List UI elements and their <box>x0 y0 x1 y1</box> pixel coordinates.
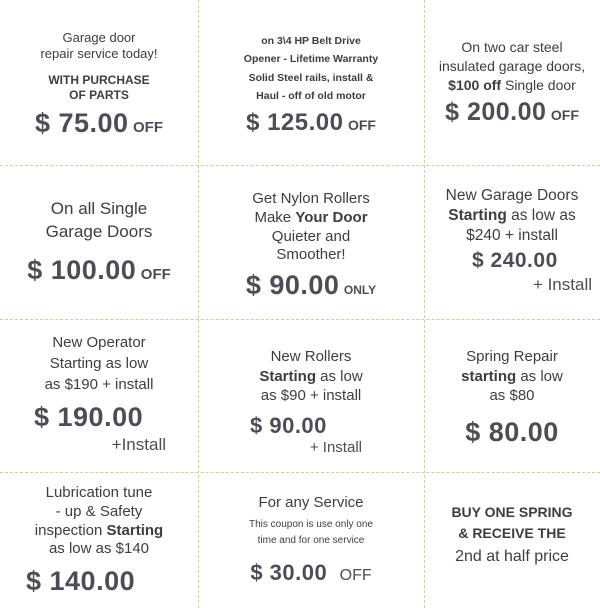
coupon-price-suffix: OFF <box>347 116 376 133</box>
coupon-price: $ 90.00 <box>245 270 340 300</box>
coupon-lubrication <box>0 484 198 599</box>
coupon-text: as low <box>315 367 363 385</box>
coupon-text: on 3\4 HP Belt Drive <box>261 35 361 47</box>
coupon-steel-doors <box>424 38 600 128</box>
coupon-install-note: + Install <box>532 274 592 294</box>
coupon-new-operator <box>0 332 198 455</box>
coupon-price-suffix: OFF <box>133 118 164 136</box>
coupon-text: repair service today! <box>40 46 158 62</box>
coupon-text: Spring Repair <box>466 348 558 365</box>
coupon-text-bold: $100 off <box>448 76 502 93</box>
coupon-text: New Garage Doors <box>445 187 579 204</box>
coupon-text: insulated garage doors, <box>438 57 586 74</box>
coupon-price: $ 140.00 <box>26 566 136 596</box>
coupon-text-bold: starting <box>461 367 517 385</box>
coupon-nylon-rollers <box>198 190 424 303</box>
coupon-spring-repair <box>424 347 600 449</box>
coupon-price: $ 30.00 <box>250 559 328 585</box>
coupon-repair-service <box>0 30 198 140</box>
coupon-price-suffix: ONLY <box>343 283 377 297</box>
coupon-price: $ 200.00 <box>445 97 547 126</box>
coupon-price-suffix: OFF <box>339 566 372 584</box>
coupon-text: as $80 <box>489 387 535 404</box>
coupon-install-note: +Install <box>111 434 166 454</box>
coupon-text: as low as <box>506 207 576 225</box>
coupon-text: as $190 + install <box>44 376 154 393</box>
coupon-text: BUY ONE SPRING <box>451 504 573 520</box>
coupon-text: Smoother! <box>276 246 346 264</box>
coupon-belt-drive-opener <box>198 32 424 138</box>
grid-divider <box>0 319 600 320</box>
coupon-text: Garage door <box>62 30 136 45</box>
coupon-text: New Operator <box>52 334 146 351</box>
coupon-text: Starting as low <box>49 355 149 372</box>
coupon-fine-print: This coupon is use only one <box>249 518 373 530</box>
coupon-price-suffix: OFF <box>550 106 579 123</box>
coupon-price: $ 125.00 <box>246 108 344 136</box>
coupon-text: 2nd at half price <box>455 548 569 565</box>
coupon-price: $ 75.00 <box>34 107 129 138</box>
coupon-price: $ 190.00 <box>34 402 144 432</box>
coupon-text-bold: Starting <box>106 521 164 539</box>
coupon-text: New Rollers <box>270 348 352 365</box>
coupon-price: $ 100.00 <box>27 254 137 285</box>
coupon-text: & RECEIVE THE <box>458 525 566 541</box>
coupon-text: Quieter and <box>271 227 351 245</box>
coupon-price: $ 90.00 <box>250 412 327 438</box>
coupon-text: For any Service <box>258 494 364 511</box>
coupon-text: - up & Safety <box>55 502 143 520</box>
coupon-text-bold: Starting <box>448 207 507 225</box>
coupon-new-rollers <box>198 347 424 456</box>
coupon-text: Solid Steel rails, install & <box>248 71 374 84</box>
coupon-text: On all Single <box>50 199 148 218</box>
coupon-text: $240 + install <box>466 227 558 245</box>
coupon-any-service <box>198 494 424 586</box>
coupon-new-garage-doors <box>424 186 600 295</box>
coupon-text: Single door <box>501 76 576 93</box>
coupon-text: as low <box>516 367 563 385</box>
coupon-text-bold: Your Door <box>295 208 368 226</box>
coupon-text: Haul - off of old motor <box>256 90 366 103</box>
coupon-text-bold: Starting <box>259 367 316 385</box>
coupon-price-suffix: OFF <box>140 265 171 283</box>
coupon-single-doors <box>0 198 198 288</box>
grid-divider <box>0 165 600 166</box>
coupon-text: Lubrication tune <box>45 484 153 501</box>
coupon-text: On two car steel <box>461 39 563 55</box>
coupon-text: as $90 + install <box>260 387 362 404</box>
coupon-text: Make <box>254 208 296 226</box>
coupon-text: OF PARTS <box>69 87 129 102</box>
coupon-price: $ 80.00 <box>465 416 559 447</box>
coupon-price: $ 240.00 <box>472 249 558 273</box>
coupon-text: WITH PURCHASE <box>48 72 150 87</box>
coupon-spring-offer <box>424 502 600 570</box>
coupon-text: Garage Doors <box>45 221 153 241</box>
coupon-text: Opener - Lifetime Warranty <box>243 53 379 66</box>
coupon-text: Get Nylon Rollers <box>252 190 370 207</box>
coupon-text: as low as $140 <box>48 540 150 558</box>
grid-divider <box>0 472 600 473</box>
coupon-text: inspection <box>34 521 107 539</box>
coupon-install-note: + Install <box>309 439 362 456</box>
coupon-fine-print: time and for one service <box>257 534 365 546</box>
